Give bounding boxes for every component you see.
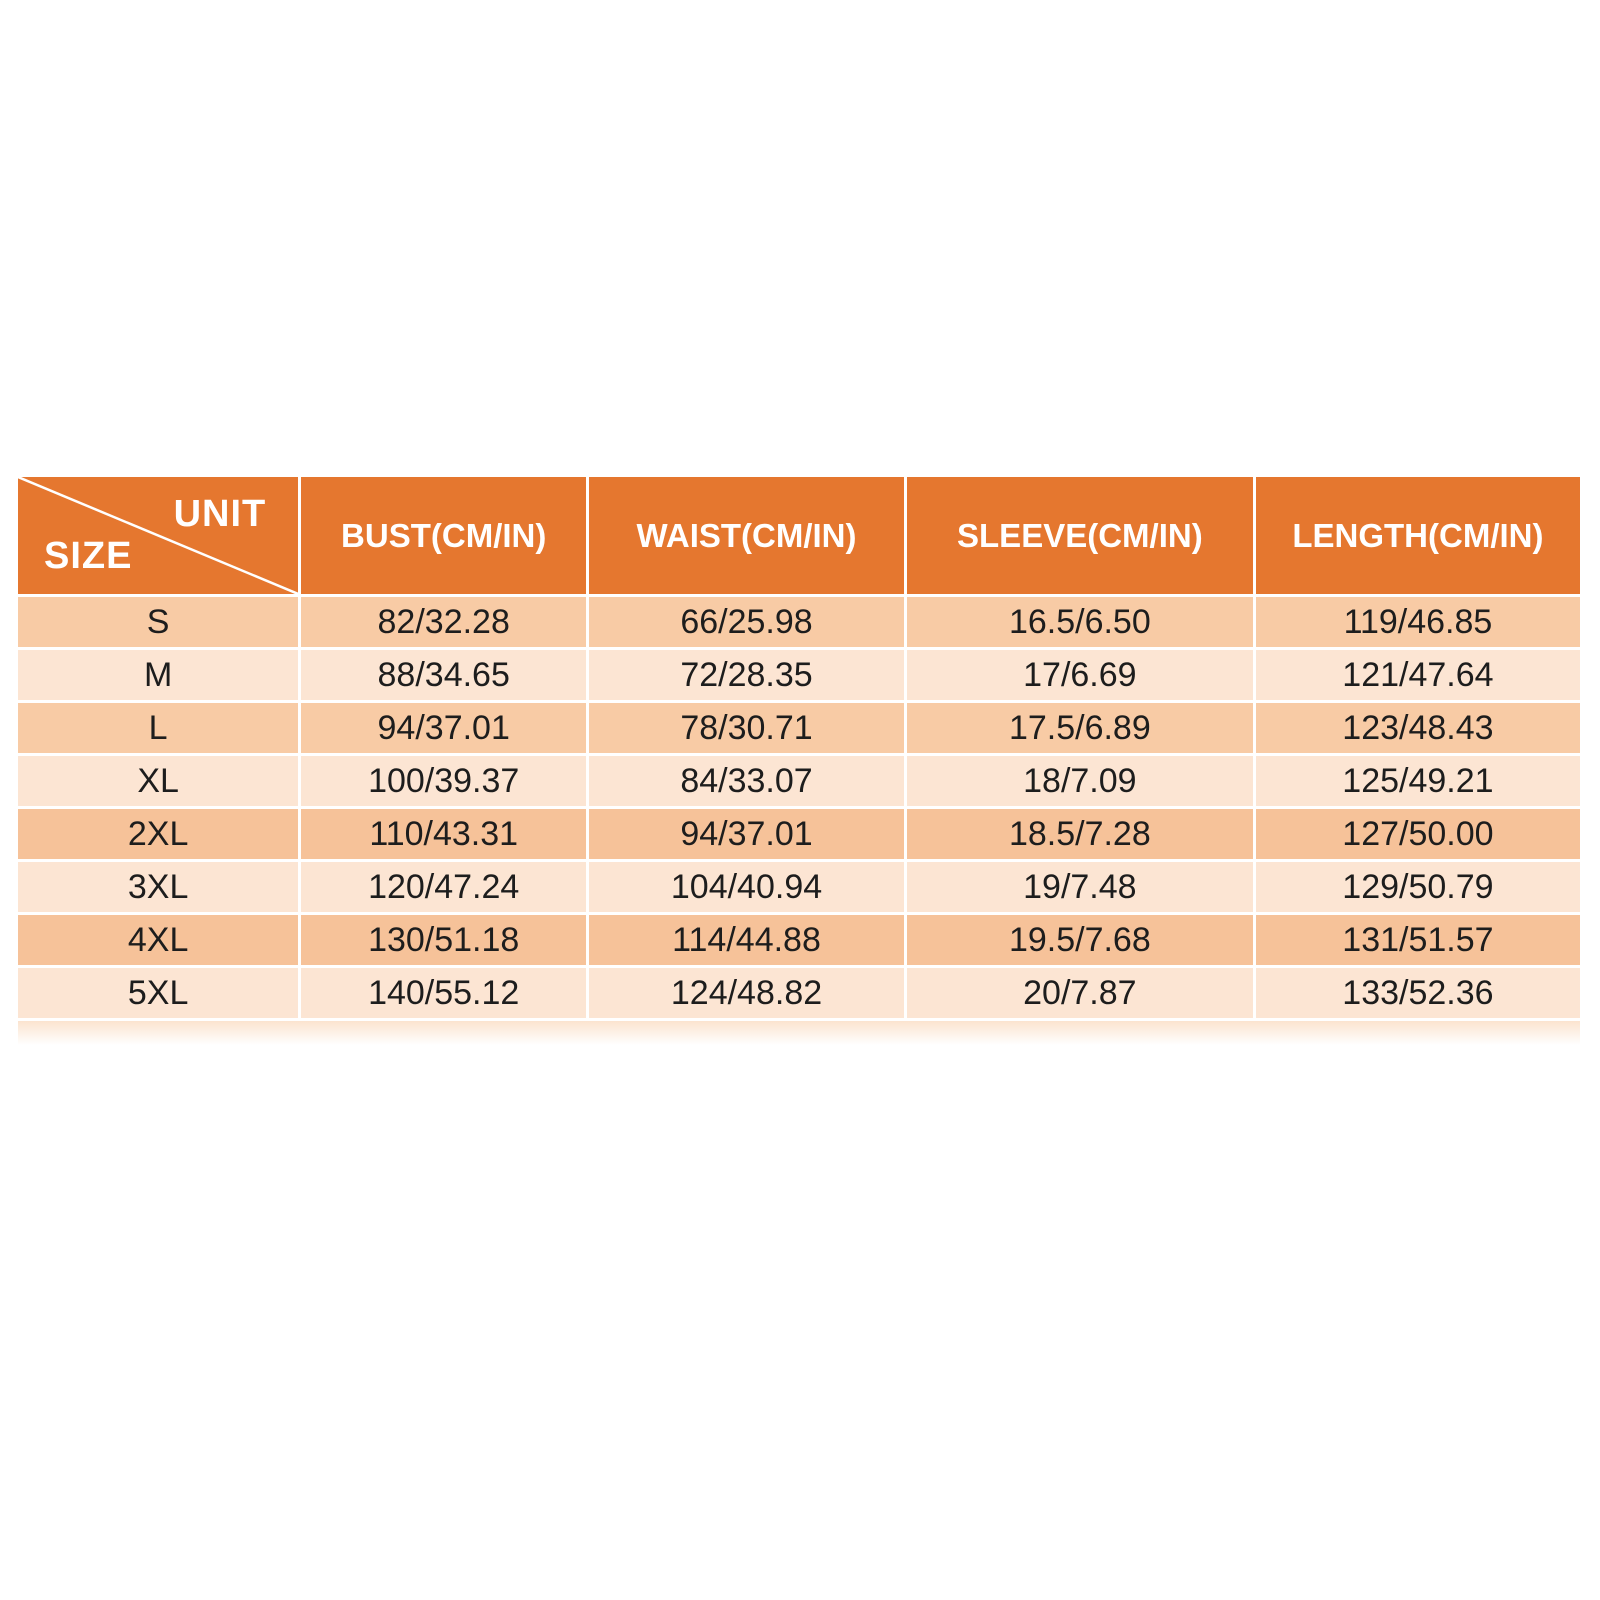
length-cell: 119/46.85 — [1256, 597, 1580, 647]
table-row — [18, 968, 1580, 1018]
length-cell: 121/47.64 — [1256, 650, 1580, 700]
sleeve-cell: 19/7.48 — [907, 862, 1253, 912]
size-cell: 4XL — [18, 915, 298, 965]
bust-cell: 82/32.28 — [301, 597, 586, 647]
table-row — [18, 862, 1580, 912]
waist-cell: 114/44.88 — [589, 915, 904, 965]
sleeve-cell: 18.5/7.28 — [907, 809, 1253, 859]
sleeve-cell: 19.5/7.68 — [907, 915, 1253, 965]
length-cell: 129/50.79 — [1256, 862, 1580, 912]
sleeve-cell: 20/7.87 — [907, 968, 1253, 1018]
table-row — [18, 756, 1580, 806]
length-cell: 131/51.57 — [1256, 915, 1580, 965]
corner-header-cell — [18, 477, 298, 594]
table-row — [18, 597, 1580, 647]
corner-size-label: SIZE — [44, 535, 133, 577]
column-header: BUST(CM/IN) — [301, 477, 586, 594]
waist-cell: 94/37.01 — [589, 809, 904, 859]
waist-cell: 78/30.71 — [589, 703, 904, 753]
sleeve-cell: 18/7.09 — [907, 756, 1253, 806]
sleeve-cell: 17.5/6.89 — [907, 703, 1253, 753]
size-table-body — [18, 597, 1580, 1018]
waist-cell: 84/33.07 — [589, 756, 904, 806]
size-cell: 3XL — [18, 862, 298, 912]
column-header: SLEEVE(CM/IN) — [907, 477, 1253, 594]
length-cell: 125/49.21 — [1256, 756, 1580, 806]
size-cell: S — [18, 597, 298, 647]
table-row — [18, 809, 1580, 859]
table-row — [18, 703, 1580, 753]
waist-cell: 104/40.94 — [589, 862, 904, 912]
size-cell: M — [18, 650, 298, 700]
corner-unit-label: UNIT — [173, 493, 267, 535]
sleeve-cell: 17/6.69 — [907, 650, 1253, 700]
waist-cell: 66/25.98 — [589, 597, 904, 647]
waist-cell: 124/48.82 — [589, 968, 904, 1018]
column-header: LENGTH(CM/IN) — [1256, 477, 1580, 594]
size-cell: 2XL — [18, 809, 298, 859]
bust-cell: 140/55.12 — [301, 968, 586, 1018]
length-cell: 133/52.36 — [1256, 968, 1580, 1018]
bust-cell: 100/39.37 — [301, 756, 586, 806]
bust-cell: 88/34.65 — [301, 650, 586, 700]
size-chart-table — [15, 474, 1583, 1021]
table-reflection-fade — [18, 1021, 1580, 1045]
waist-cell: 72/28.35 — [589, 650, 904, 700]
table-row — [18, 650, 1580, 700]
column-header: WAIST(CM/IN) — [589, 477, 904, 594]
bust-cell: 94/37.01 — [301, 703, 586, 753]
sleeve-cell: 16.5/6.50 — [907, 597, 1253, 647]
size-cell: 5XL — [18, 968, 298, 1018]
table-row — [18, 915, 1580, 965]
bust-cell: 130/51.18 — [301, 915, 586, 965]
length-cell: 123/48.43 — [1256, 703, 1580, 753]
size-cell: L — [18, 703, 298, 753]
length-cell: 127/50.00 — [1256, 809, 1580, 859]
bust-cell: 110/43.31 — [301, 809, 586, 859]
bust-cell: 120/47.24 — [301, 862, 586, 912]
header-row — [18, 477, 1580, 594]
size-cell: XL — [18, 756, 298, 806]
